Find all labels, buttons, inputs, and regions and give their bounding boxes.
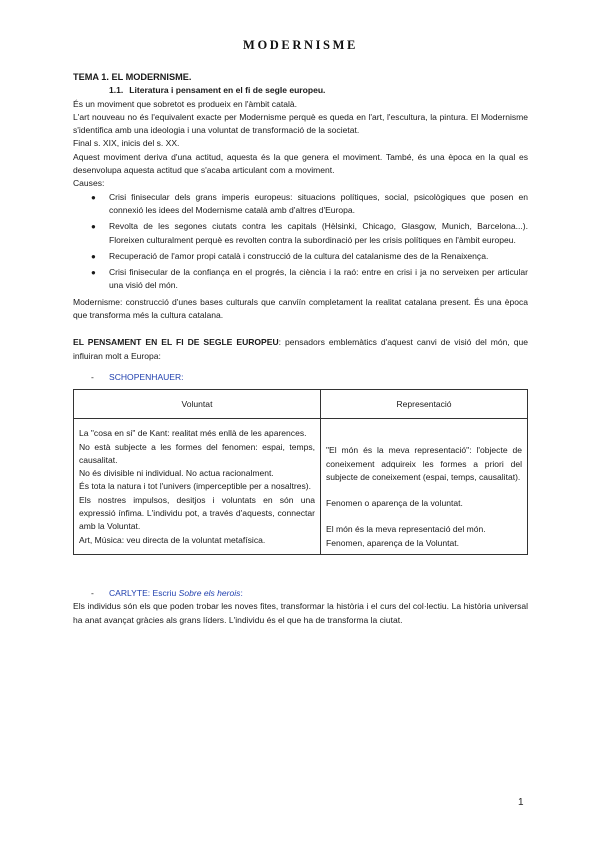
representacio-paragraph: Fenomen, aparença de la Voluntat. bbox=[326, 537, 460, 548]
intro-paragraph: És un moviment que sobretot es produeix en l'àmbit català. bbox=[73, 98, 297, 109]
voluntat-representacio-table bbox=[73, 389, 528, 555]
section-heading bbox=[73, 336, 528, 363]
voluntat-line: No està subjecte a les formes del fenomen: espai, temps, causalitat. bbox=[79, 441, 315, 465]
intro-paragraph: L'art nouveau no és l'equivalent exacte per Modernisme perquè es queda en l'art, l'escultura, la pintura. El Modernisme s'identifica amb una ideologia i una voluntat de transformació de la societat. bbox=[73, 111, 528, 136]
table-header-representacio: Representació bbox=[321, 390, 528, 419]
representacio-cell bbox=[321, 419, 528, 555]
document-body bbox=[73, 71, 528, 627]
list-item bbox=[73, 250, 528, 263]
list-item bbox=[73, 220, 528, 247]
dash-marker: - bbox=[91, 588, 94, 599]
bullet-icon: ● bbox=[91, 251, 96, 261]
intro-paragraph: Final s. XIX, inicis del s. XX. bbox=[73, 138, 180, 149]
voluntat-cell bbox=[74, 419, 321, 555]
voluntat-line: La "cosa en si" de Kant: realitat més enllà de les aparences. bbox=[79, 428, 307, 439]
modernisme-paragraph: Modernisme: construcció d'unes bases culturals que canviïn completament la realitat catalana present. És una època que transforma més la cultura catalana. bbox=[73, 296, 528, 321]
carlyte-work-title: Sobre els herois bbox=[178, 588, 241, 599]
section-heading-rest: : pensadors emblemàtics d'aquest canvi de visió del món, que influiran molt a Europa: bbox=[73, 337, 528, 361]
subsection-number: 1.1. bbox=[109, 85, 124, 96]
carlyte-label: CARLYTE: Escriu bbox=[109, 588, 177, 599]
document-title: MODERNISME bbox=[243, 38, 358, 52]
voluntat-line: És tota la natura i tot l'univers (imperceptible per a nosaltres). bbox=[79, 481, 312, 492]
section-heading-bold: EL PENSAMENT EN EL FI DE SEGLE EUROPEU bbox=[73, 337, 279, 348]
subsection-title: Literatura i pensament en el fi de segle europeu. bbox=[129, 85, 326, 96]
cause-text: Revolta de les segones ciutats contra les capitals (Hèlsinki, Chicago, Glasgow, Munich, Barcelona...). Floreixen culturalment perquè es revolten contra la subordinació per les crisis polítiques en l'àmbit europeu. bbox=[109, 221, 528, 245]
subsection-heading bbox=[73, 84, 528, 97]
causes-label: Causes: bbox=[73, 178, 105, 189]
intro-paragraph: Aquest moviment deriva d'una actitud, aquesta és la que genera el moviment. També, és una època en la qual es desenvolupa aquesta actitud que s'acaba articulant com a moviment. bbox=[73, 151, 528, 176]
cause-text: Crisi finisecular de la confiança en el progrés, la ciència i la raó: entre en crisi i ja no serveixen per articular una visió del món. bbox=[109, 267, 528, 291]
voluntat-line: Els nostres impulsos, desitjos i voluntats en són una expressió ínfima. L'individu pot, a través d'aquests, connectar amb la Voluntat. bbox=[79, 494, 315, 532]
voluntat-line: Art, Música: veu directa de la voluntat metafísica. bbox=[79, 534, 266, 545]
table-header-voluntat: Voluntat bbox=[74, 390, 321, 419]
representacio-text bbox=[326, 444, 522, 550]
representacio-paragraph: El món és la meva representació del món. bbox=[326, 524, 486, 535]
dash-marker: - bbox=[91, 371, 94, 382]
cause-text: Crisi finisecular dels grans imperis europeus: situacions polítiques, social, psicològiques que posen en connexió les idees del Modernisme català amb d'altres d'Europa. bbox=[109, 191, 528, 215]
page-number: 1 bbox=[518, 797, 524, 808]
tema-title: TEMA 1. EL MODERNISME. bbox=[73, 72, 192, 82]
list-item bbox=[73, 266, 528, 293]
causes-list bbox=[73, 191, 528, 293]
carlyte-paragraph: Els individus són els que poden trobar les noves fites, transformar la història i el curs del col·lectiu. La història universal ha anat avançat gràcies als grans líders. L'individu és el que ha de transforma la ciutat. bbox=[73, 601, 528, 625]
representacio-paragraph: Fenomen o aparença de la voluntat. bbox=[326, 498, 463, 509]
cause-text: Recuperació de l'amor propi català i construcció de la cultura del catalanisme des de la Renaixença. bbox=[109, 250, 489, 261]
carlyte-heading bbox=[73, 587, 528, 600]
bullet-icon: ● bbox=[91, 222, 96, 232]
list-item bbox=[73, 191, 528, 218]
representacio-paragraph: "El món és la meva representació": l'objecte de coneixement adquireix les formes a priori del subjecte de coneixement (espai, temps, causalitat). bbox=[326, 445, 522, 482]
carlyte-colon: : bbox=[240, 588, 243, 599]
bullet-icon: ● bbox=[91, 268, 96, 278]
voluntat-line: No és divisible ni individual. No actua racionalment. bbox=[79, 468, 274, 479]
schopenhauer-label: SCHOPENHAUER: bbox=[109, 371, 184, 382]
schopenhauer-heading bbox=[73, 371, 528, 384]
bullet-icon: ● bbox=[91, 192, 96, 202]
